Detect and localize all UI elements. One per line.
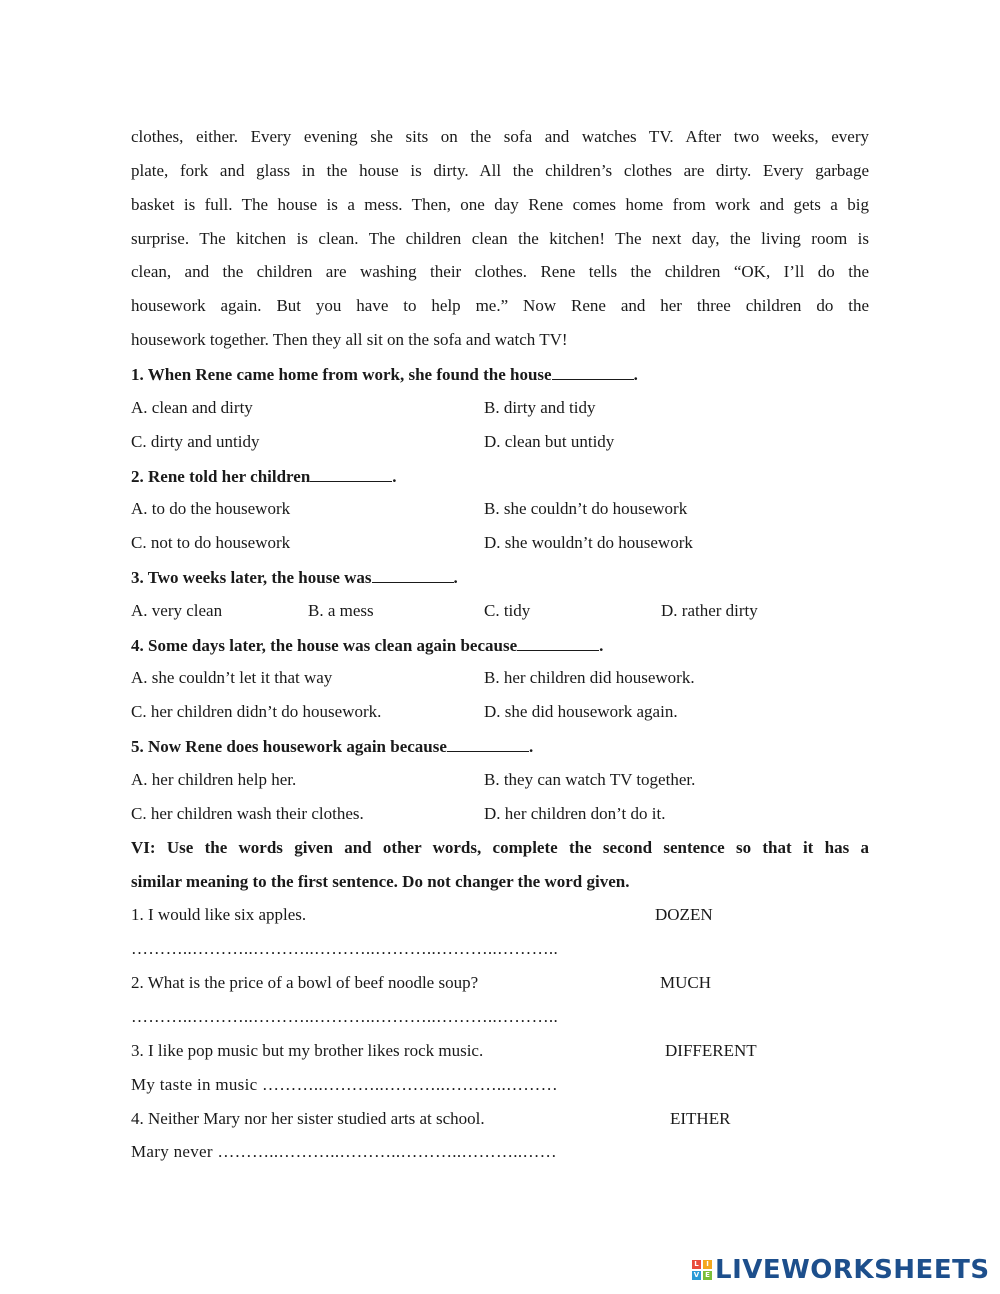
q2-option-c[interactable]: C. not to do housework (131, 533, 291, 552)
liveworksheets-logo (692, 1255, 990, 1285)
given-word-3: DIFFERENT (665, 1041, 757, 1060)
q4-option-c[interactable]: C. her children didn’t do housework. (131, 702, 382, 721)
q1-option-c[interactable]: C. dirty and untidy (131, 432, 260, 451)
rewrite-sentence-2: 2. What is the price of a bowl of beef noodle soup? (131, 973, 479, 992)
q3-option-a[interactable]: A. very clean (131, 601, 223, 620)
q4-option-d[interactable]: D. she did housework again. (484, 702, 678, 721)
question-1-stem: 1. When Rene came home from work, she found the house . (131, 365, 638, 384)
passage-line: clothes, either. Every evening she sits on the sofa and watches TV. After two weeks, every (131, 127, 869, 146)
q5-option-b[interactable]: B. they can watch TV together. (484, 770, 696, 789)
passage-line: basket is full. The house is a mess. Then, one day Rene comes home from work and gets a big (131, 195, 869, 214)
q3-option-d[interactable]: D. rather dirty (661, 601, 758, 620)
question-4-stem: 4. Some days later, the house was clean again because . (131, 636, 604, 655)
answer-blank[interactable] (552, 364, 634, 380)
given-word-4: EITHER (670, 1109, 731, 1128)
q5-option-c[interactable]: C. her children wash their clothes. (131, 804, 364, 823)
q2-option-b[interactable]: B. she couldn’t do housework (484, 499, 688, 518)
q1-option-d[interactable]: D. clean but untidy (484, 432, 615, 451)
given-word-2: MUCH (660, 973, 712, 992)
question-2-stem: 2. Rene told her children . (131, 467, 397, 486)
rewrite-sentence-3: 3. I like pop music but my brother likes rock music. (131, 1041, 484, 1060)
passage-line: surprise. The kitchen is clean. The children clean the kitchen! The next day, the living room is (131, 229, 869, 248)
answer-blank[interactable] (372, 567, 454, 583)
logo-letter: I (703, 1260, 712, 1269)
passage-line: housework again. But you have to help me.” Now Rene and her three children do the (131, 296, 869, 315)
section-heading: similar meaning to the first sentence. Do not changer the word given. (131, 872, 630, 891)
q4-option-a[interactable]: A. she couldn’t let it that way (131, 668, 333, 687)
answer-blank[interactable] (447, 736, 529, 752)
logo-letter: V (693, 1271, 700, 1279)
q3-option-c[interactable]: C. tidy (484, 601, 531, 620)
passage-line: plate, fork and glass in the house is dirty. All the children’s clothes are dirty. Every garbage (131, 161, 869, 180)
passage-line: housework together. Then they all sit on the sofa and watch TV! (131, 330, 568, 349)
rewrite-sentence-1: 1. I would like six apples. (131, 905, 307, 924)
answer-blank[interactable] (517, 635, 599, 651)
q1-option-b[interactable]: B. dirty and tidy (484, 398, 596, 417)
answer-line-4[interactable]: Mary never ………..………..………..………..………..…… (131, 1142, 557, 1161)
question-3-stem: 3. Two weeks later, the house was . (131, 568, 458, 587)
logo-text: LIVEWORKSHEETS (715, 1255, 990, 1285)
answer-line-2[interactable]: ………..………..………..………..………..………..……….. (131, 1007, 558, 1026)
logo-letter: L (692, 1260, 701, 1269)
question-5-stem: 5. Now Rene does housework again because . (131, 737, 534, 756)
q3-option-b[interactable]: B. a mess (308, 601, 374, 620)
logo-letter: E (703, 1271, 712, 1280)
q5-option-d[interactable]: D. her children don’t do it. (484, 804, 666, 823)
q2-option-a[interactable]: A. to do the housework (131, 499, 291, 518)
q2-option-d[interactable]: D. she wouldn’t do housework (484, 533, 693, 552)
answer-line-1[interactable]: ………..………..………..………..………..………..……….. (131, 939, 558, 958)
q4-option-b[interactable]: B. her children did housework. (484, 668, 695, 687)
q1-option-a[interactable]: A. clean and dirty (131, 398, 253, 417)
logo-mark-icon (692, 1260, 712, 1280)
answer-blank[interactable] (310, 466, 392, 482)
q5-option-a[interactable]: A. her children help her. (131, 770, 297, 789)
passage-line: clean, and the children are washing their clothes. Rene tells the children “OK, I’ll do the (131, 262, 869, 281)
rewrite-sentence-4: 4. Neither Mary nor her sister studied arts at school. (131, 1109, 485, 1128)
given-word-1: DOZEN (655, 905, 713, 924)
section-heading: VI: Use the words given and other words, complete the second sentence so that it has a (131, 838, 869, 857)
answer-line-3[interactable]: My taste in music ………..………..………..………..……… (131, 1075, 558, 1094)
